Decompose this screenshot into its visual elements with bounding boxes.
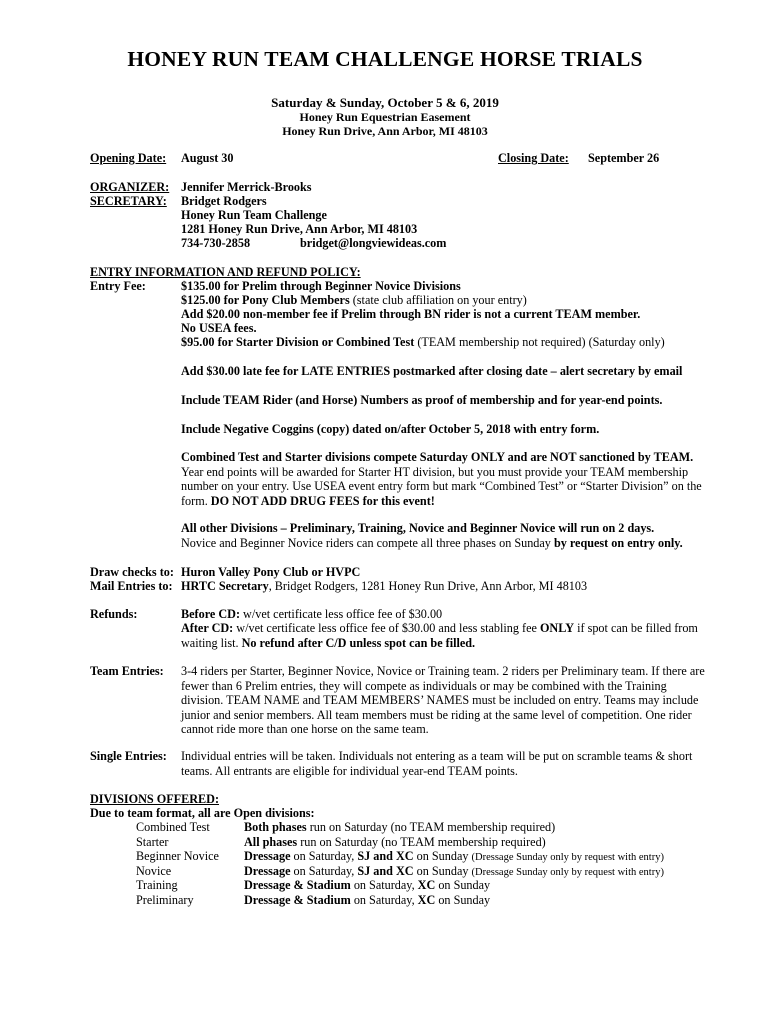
division-name: Combined Test: [136, 820, 210, 834]
fee-pony-club: [181, 293, 527, 308]
refund-before-cd: [181, 607, 442, 622]
division-phase: Dressage: [244, 863, 291, 878]
division-name: Training: [136, 878, 178, 893]
refund-before-cd-text: w/vet certificate less office fee of $30.00: [240, 607, 443, 621]
division-text: on Saturday,: [350, 878, 418, 893]
single-entries-label: Single Entries:: [90, 749, 167, 763]
division-text: on Sunday: [435, 893, 491, 907]
mail-entries-value: [181, 579, 587, 594]
coggins-notice: Include Negative Coggins (copy) dated on/after October 5, 2018 with entry form.: [181, 422, 600, 436]
division-schedule: [244, 893, 490, 908]
division-note: (Dressage Sunday only by request with entry): [471, 852, 664, 864]
fee-pony-club-note: (state club affiliation on your entry): [349, 293, 527, 307]
division-phase: Dressage: [244, 849, 291, 864]
event-venue: Honey Run Equestrian Easement: [299, 110, 471, 124]
opening-date-value: August 30: [181, 151, 234, 165]
division-text: on Saturday,: [290, 849, 358, 864]
fee-no-usea: No USEA fees.: [181, 321, 257, 335]
draw-checks-label: Draw checks to:: [90, 565, 174, 579]
event-dates: Saturday & Sunday, October 5 & 6, 2019: [271, 95, 499, 110]
division-phase: SJ and XC: [357, 863, 414, 878]
secretary-name: Bridget Rodgers: [181, 194, 267, 208]
division-phase: XC: [417, 878, 436, 893]
fee-starter-ct: [181, 335, 665, 350]
combined-test-bold: Combined Test and Starter divisions compete Saturday ONLY and are NOT sanctioned by TEAM.: [181, 450, 694, 464]
divisions-subheading: Due to team format, all are Open divisions:: [90, 806, 315, 820]
division-phase: Dressage & Stadium: [244, 878, 351, 893]
refund-no-refund-notice: No refund after C/D unless spot can be filled.: [241, 635, 476, 650]
mail-entries-label: Mail Entries to:: [90, 579, 173, 593]
division-text: on Sunday: [413, 863, 472, 878]
division-name: Preliminary: [136, 893, 194, 907]
secretary-label: SECRETARY:: [90, 194, 167, 208]
document-title: HONEY RUN TEAM CHALLENGE HORSE TRIALS: [127, 47, 643, 71]
division-schedule: [244, 835, 546, 850]
single-entries-text: Individual entries will be taken. Individuals not entering as a team will be put on scramble teams & short teams. All entrants are eligible for individual year-end TEAM points.: [181, 749, 693, 778]
other-divisions-notice: [181, 521, 711, 550]
secretary-phone: 734-730-2858: [181, 236, 251, 250]
closing-date-value: September 26: [588, 151, 660, 165]
refund-after-cd-only: ONLY: [539, 621, 575, 635]
division-name: Beginner Novice: [136, 849, 219, 864]
fee-pony-club-amount: $125.00 for Pony Club Members: [181, 293, 350, 307]
combined-test-notice: [181, 450, 711, 508]
division-schedule: [244, 878, 490, 893]
mail-entries-address: , Bridget Rodgers, 1281 Honey Run Drive, Ann Arbor, MI 48103: [268, 579, 588, 593]
division-text: on Saturday,: [290, 863, 358, 878]
late-fee-notice: Add $30.00 late fee for LATE ENTRIES postmarked after closing date – alert secretary by email: [181, 364, 683, 378]
division-schedule: [244, 820, 555, 835]
entry-info-heading: ENTRY INFORMATION AND REFUND POLICY:: [90, 265, 361, 279]
event-address: Honey Run Drive, Ann Arbor, MI 48103: [282, 124, 488, 138]
other-divisions-request: by request on entry only.: [553, 535, 683, 550]
team-entries-label: Team Entries:: [90, 664, 164, 678]
refund-after-cd-label: After CD:: [181, 621, 234, 635]
division-note: (Dressage Sunday only by request with entry): [471, 866, 664, 878]
fee-prelim-bn: $135.00 for Prelim through Beginner Novice Divisions: [181, 279, 461, 293]
organization-name: Honey Run Team Challenge: [181, 208, 327, 222]
refund-after-cd-text2: if spot can be filled from waiting list.: [181, 621, 698, 650]
division-text: on Saturday,: [350, 893, 418, 907]
division-name: Novice: [136, 863, 172, 878]
division-text: run on Saturday (no TEAM membership required): [306, 820, 556, 834]
refund-after-cd-text: w/vet certificate less office fee of $30.00 and less stabling fee: [233, 621, 540, 635]
divisions-heading: DIVISIONS OFFERED:: [90, 792, 220, 806]
entry-fee-label: Entry Fee:: [90, 279, 146, 293]
division-text: on Sunday: [435, 878, 491, 893]
secretary-email: bridget@longviewideas.com: [300, 236, 447, 250]
refunds-label: Refunds:: [90, 607, 138, 621]
mail-entries-recipient: HRTC Secretary: [181, 579, 269, 593]
division-text: run on Saturday (no TEAM membership required): [297, 834, 546, 849]
other-divisions-bold: All other Divisions – Preliminary, Training, Novice and Beginner Novice will run on 2 days.: [181, 521, 655, 535]
fee-starter-ct-note: (TEAM membership not required) (Saturday only): [414, 335, 665, 349]
division-phase: SJ and XC: [357, 849, 414, 864]
other-divisions-text: Novice and Beginner Novice riders can compete all three phases on Sunday: [181, 535, 554, 550]
division-phase: XC: [417, 893, 436, 907]
refund-before-cd-label: Before CD:: [181, 607, 240, 621]
team-entries-text: 3-4 riders per Starter, Beginner Novice, Novice or Training team. 2 riders per Preliminary team. If there are fewer than 6 Prelim entries, they will compete as individuals or may be combined with the Training division. TEAM NAME and TEAM MEMBERS’ NAMES must be included on entry. Teams may include junior and senior members. All team members must be riding at the same level of competition. One rider cannot ride more than one horse on the same team.: [181, 664, 705, 737]
fee-non-member: Add $20.00 non-member fee if Prelim through BN rider is not a current TEAM member.: [181, 307, 641, 321]
division-text: on Sunday: [413, 849, 472, 864]
team-numbers-notice: Include TEAM Rider (and Horse) Numbers as proof of membership and for year-end points.: [181, 393, 663, 407]
organizer-label: ORGANIZER:: [90, 180, 170, 194]
organization-address: 1281 Honey Run Drive, Ann Arbor, MI 48103: [181, 222, 418, 236]
opening-date-label: Opening Date:: [90, 151, 167, 165]
combined-test-text: Year end points will be awarded for Starter HT division, but you must provide your TEAM membership number on your entry. Use USEA event entry form but mark “Combined Test” or “Starter Division” on the form.: [181, 464, 702, 508]
fee-starter-ct-amount: $95.00 for Starter Division or Combined Test: [181, 335, 415, 349]
closing-date-label: Closing Date:: [498, 151, 569, 165]
organizer-name: Jennifer Merrick-Brooks: [181, 180, 312, 194]
division-phase: Both phases: [244, 820, 307, 834]
division-name: Starter: [136, 834, 169, 849]
division-phase: Dressage & Stadium: [244, 893, 351, 907]
drug-fees-notice: DO NOT ADD DRUG FEES for this event!: [210, 493, 435, 508]
division-phase: All phases: [244, 834, 298, 849]
draw-checks-value: Huron Valley Pony Club or HVPC: [181, 565, 361, 579]
refund-after-cd: [181, 621, 711, 650]
